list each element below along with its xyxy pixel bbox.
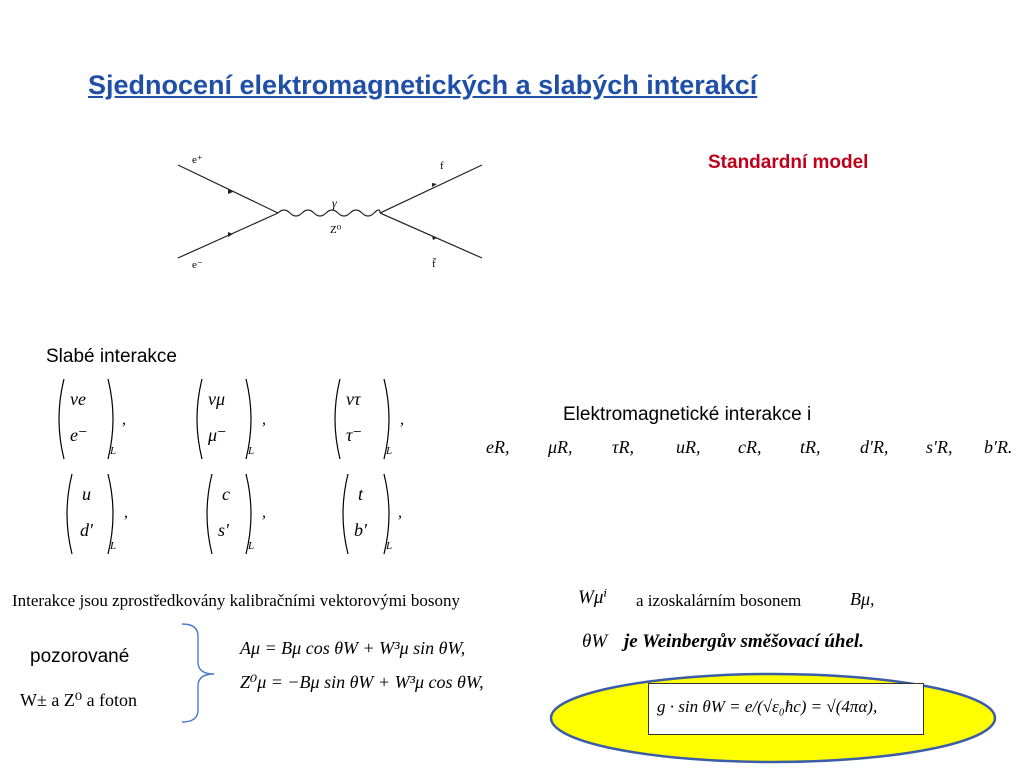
gamma-text: γ — [332, 196, 337, 210]
singlet: tR, — [800, 437, 821, 457]
z0-text: Z⁰ — [330, 224, 342, 236]
f-line — [380, 165, 482, 213]
doublet-top: u — [82, 484, 91, 504]
boson-wavy-line — [278, 210, 380, 216]
doublet-top: t — [358, 484, 364, 504]
observed-bosons: W± a Z⁰ a foton — [20, 690, 138, 710]
mediators-sentence: Interakce jsou zprostředkovány kalibračními vektorovými bosony — [12, 591, 461, 610]
doublet-top: νμ — [208, 389, 226, 409]
standard-model-label: Standardní model — [708, 152, 869, 173]
observed-label: pozorované — [30, 646, 130, 667]
subscript-l: L — [386, 540, 393, 552]
f-text: f — [440, 160, 444, 172]
em-interactions-label: Elektromagnetické interakce i — [563, 404, 812, 425]
doublet-bottom: d′ — [80, 520, 93, 540]
e-minus-text: e⁻ — [192, 259, 203, 270]
lepton-doublets: νe e⁻ L , νμ μ⁻ L , ντ τ⁻ L , — [52, 375, 422, 465]
subscript-l: L — [248, 540, 255, 552]
slide-title: Sjednocení elektromagnetických a slabých interakcí — [88, 70, 758, 100]
weak-interactions-label: Slabé interakce — [46, 346, 177, 367]
fbar-line — [380, 213, 482, 258]
weinberg-text: je Weinbergův směšovací úhel. — [624, 631, 864, 652]
singlet: s′R, — [926, 437, 953, 457]
doublet-top: νe — [70, 389, 86, 409]
doublet-bottom: s′ — [218, 520, 229, 540]
feynman-diagram — [170, 150, 490, 270]
arrow-icon — [228, 232, 233, 237]
fbar-text: f̄ — [432, 258, 436, 270]
w-boson-symbol: Wμⁱ — [578, 587, 608, 608]
quark-doublets: u d′ L , c s′ L , t b′ L , — [52, 470, 422, 560]
doublet-bottom: b′ — [354, 520, 367, 540]
singlet: b′R. — [984, 437, 1013, 457]
singlet: cR, — [738, 437, 762, 457]
b-boson-symbol: Bμ, — [850, 589, 875, 609]
subscript-l: L — [386, 445, 393, 457]
e-plus-text: e⁺ — [192, 154, 203, 166]
weinberg-symbol: θW — [582, 631, 608, 652]
lepton-brackets — [52, 375, 422, 465]
subscript-l: L — [248, 445, 255, 457]
singlet: eR, — [486, 437, 510, 457]
doublet-top: c — [222, 484, 230, 504]
subscript-l: L — [110, 540, 117, 552]
doublet-bottom: e⁻ — [70, 425, 88, 445]
quark-brackets — [52, 470, 422, 560]
doublet-bottom: τ⁻ — [346, 425, 362, 445]
singlet: d′R, — [860, 437, 889, 457]
singlet: μR, — [548, 437, 573, 457]
singlet-row — [486, 437, 1018, 467]
equation-z: Z⁰μ = −Bμ sin θW + W³μ cos θW, — [240, 672, 484, 692]
singlet: τR, — [612, 437, 634, 457]
doublet-top: ντ — [346, 389, 361, 409]
coupling-formula-box — [648, 683, 924, 735]
subscript-l: L — [110, 445, 117, 457]
equation-a: Aμ = Bμ cos θW + W³μ sin θW, — [240, 638, 466, 658]
singlet: uR, — [676, 437, 701, 457]
mediators-sentence-2: a izoskalárním bosonem — [636, 591, 802, 610]
doublet-bottom: μ⁻ — [208, 425, 227, 445]
brace-icon — [178, 622, 218, 724]
coupling-formula: g · sin θW = e/(√ε₀ħc) = √(4πα), — [657, 697, 878, 716]
